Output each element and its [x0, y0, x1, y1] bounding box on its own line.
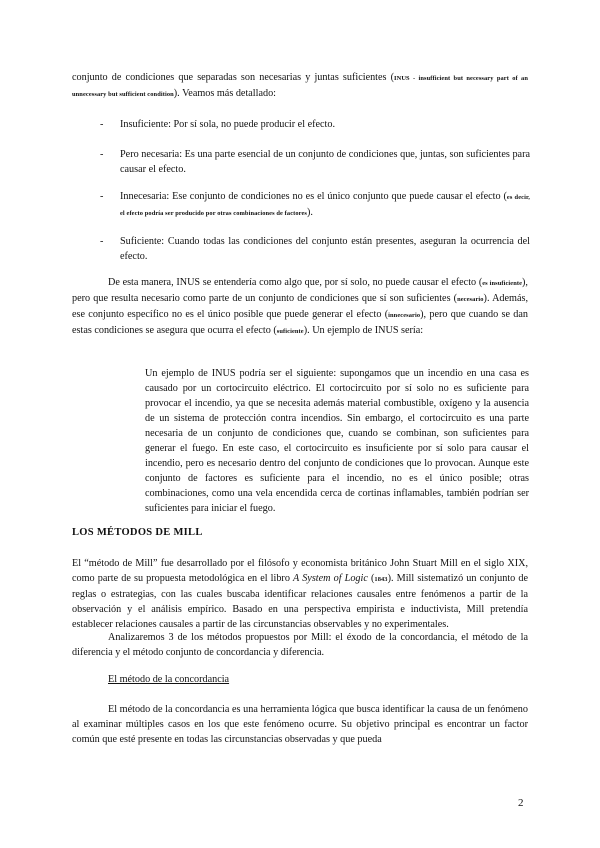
mill-paragraph: El “método de Mill” fue desarrollado por el filósofo y economista británico John Stuart Mill en el siglo XIX, como parte de su propuesta metodológica en el libro A System of Logic (1843). Mill sistematizó un conjunto de reglas o estrategias, con las cuales buscaba identificar relaciones causales entre fenómenos a partir de la observación y el análisis empírico. Basado en una perspectiva empirista e inductivista, Mill pretendía establecer relaciones causales a partir de las circunstancias observables y no experimentales. — [72, 558, 528, 630]
bullet-item-necesaria: - Pero necesaria: Es una parte esencial de un conjunto de condiciones que, juntas, son suficientes para causar el efecto. — [100, 149, 530, 175]
inus-paragraph: De esta manera, INUS se entendería como algo que, por sí solo, no puede causar el efecto (es insuficiente), pero que resulta necesario como parte de un conjunto de condiciones que sí son suficientes (necesario). Además, ese conjunto específico no es el único posible que puede generar el efecto (innecesario), pero que cuando se dan estas condiciones se asegura que ocurra el efecto (suficiente). Un ejemplo de INUS sería: — [72, 277, 529, 336]
bullet-item-innecesaria: - Innecesaria: Ese conjunto de condiciones no es el único conjunto que puede causar el efecto (es decir, el efecto podría ser producido por otras combinaciones de factores). — [100, 191, 530, 218]
inus-example-quote: Un ejemplo de INUS podría ser el siguiente: supongamos que un incendio en una casa es causado por un cortocircuito eléctrico. El cortocircuito por sí solo no es suficiente para provocar el incendio, ya que se necesita además material combustible, oxígeno y la ausencia de un sistema de protección contra incendios. Sin embargo, el cortocircuito es una parte necesaria de un conjunto de condiciones que, cuando se combinan, son suficientes para generar el fuego. En este caso, el cortocircuito es insuficiente por sí solo para causar el incendio, pero es necesario dentro del conjunto de condiciones que lo provocan. Aunque este conjunto de factores es suficiente para el incendio, no es el único posible; otras combinaciones, como una vela encendida cerca de cortinas inflamables, también podrían ser suficientes para iniciar el fuego. — [145, 368, 529, 514]
section-heading: LOS MÉTODOS DE MILL — [72, 527, 203, 538]
intro-paragraph: conjunto de condiciones que separadas son necesarias y juntas suficientes (INUS - insufficient but necessary part of an unnecessary but sufficient condition). Veamos más detallado: — [72, 72, 528, 99]
page-number: 2 — [518, 797, 524, 809]
methods-paragraph: Analizaremos 3 de los métodos propuestos por Mill: el éxodo de la concordancia, el método de la diferencia y el método conjunto de concordancia y diferencia. — [72, 632, 528, 658]
bullet-item-insuficiente: - Insuficiente: Por sí sola, no puede producir el efecto. — [100, 119, 336, 130]
subsection-heading: El método de la concordancia — [108, 674, 230, 685]
bullet-item-suficiente: - Suficiente: Cuando todas las condiciones del conjunto están presentes, aseguran la ocurrencia del efecto. — [100, 236, 530, 262]
concordancia-paragraph: El método de la concordancia es una herramienta lógica que busca identificar la causa de un fenómeno al examinar múltiples casos en los que este fenómeno ocurre. Su objetivo principal es encontrar un factor común que esté presente en todas las circunstancias observadas y que pueda — [72, 704, 528, 745]
